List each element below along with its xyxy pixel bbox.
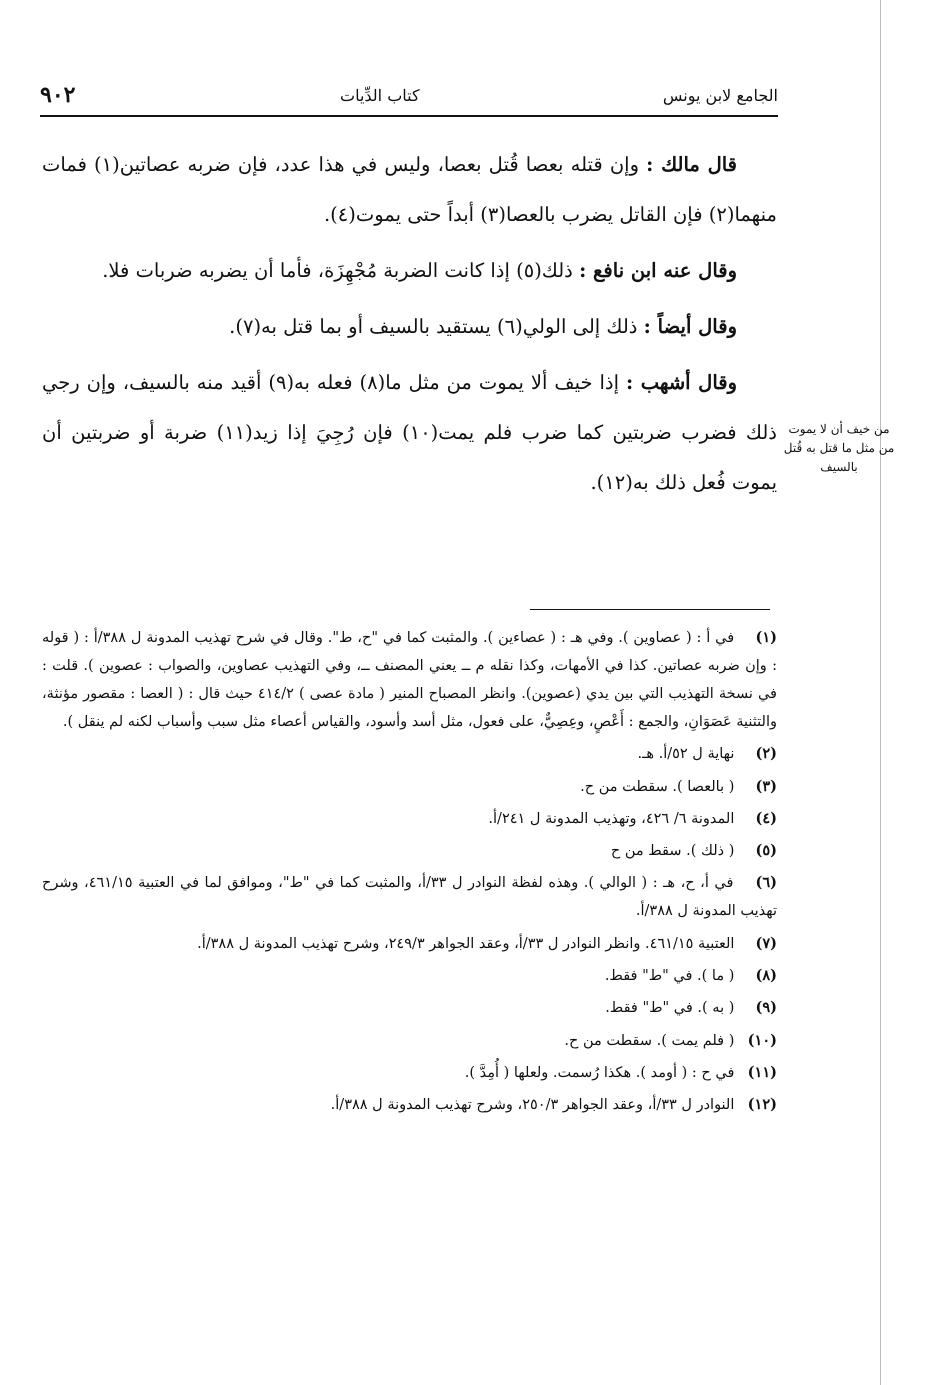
footnote-text: ( ما ). في "ط" فقط. [604,968,735,985]
paragraph-text: ذلك(٥) إذا كانت الضربة مُجْهِزَة، فأما أن يضربه ضربات فلا. [102,259,573,282]
paragraph-text: وإن قتله بعصا قُتل بعصا، وليس في هذا عدد، فإن ضربه عصاتين(١) فمات منهما(٢) فإن القاتل يضرب بالعصا(٣) أبداً حتى يموت(٤). [42,153,777,226]
footnote-text: نهاية ل ٥٢/أ. هـ. [637,746,735,763]
footnote-text: ( به ). في "ط" فقط. [605,1000,735,1017]
footnote [42,1059,777,1087]
footnote-text: في ح : ( أومد ). هكذا رُسمت. ولعلها ( أُمِدَّ ). [464,1064,735,1081]
footnote [42,994,777,1022]
speaker-lead: وقال أشهب : [625,371,737,394]
footnote-number: (٥) [755,842,777,860]
page-number: ٩٠٢ [40,82,76,108]
speaker-lead: قال مالك : [646,153,737,176]
footnote-text: المدونة ٦/ ٤٢٦، وتهذيب المدونة ل ٢٤١/أ. [488,810,735,827]
paragraph [42,358,777,508]
chapter-title: كتاب الدِّيات [340,86,420,105]
footnote-number: (٩) [755,999,777,1017]
footnote [42,624,777,736]
footnote-number: (١١) [747,1063,777,1081]
running-header [40,84,778,114]
footnote [42,837,777,865]
footnote [42,1091,777,1119]
footnote-number: (١) [755,629,777,646]
paragraph-text: ذلك إلى الولي(٦) يستقيد بالسيف أو بما قتل به(٧). [229,315,638,338]
footnote-number: (٨) [755,967,777,985]
footnote-text: ( ذلك ). سقط من ح [610,843,735,860]
main-text [42,140,777,514]
paragraph-text: إذا خيف ألا يموت من مثل ما(٨) فعله به(٩) أقيد منه بالسيف، وإن رجي ذلك فضرب ضربتين كما ضرب فلم يمت(١٠) فإن رُجِيَ إذا زيد(١١) ضربة أو ضربتين أن يموت فُعل ذلك به(١٢). [42,371,777,494]
footnote [42,930,777,958]
footnote-text: النوادر ل ٣٣/أ، وعقد الجواهر ٢٥٠/٣، وشرح تهذيب المدونة ل ٣٨٨/أ. [330,1097,735,1114]
footnote-number: (٧) [755,934,777,952]
footnote-text: ( فلم يمت ). سقطت من ح. [564,1032,735,1049]
footnote-number: (٤) [755,809,777,827]
footnote-text: في أ، ح، هـ : ( الوالي ). وهذه لفظة النوادر ل ٣٣/أ، والمثبت كما في "ط"، وموافق لما في العتبية ٤٦١/١٥، وشرح تهذيب المدونة ل ٣٨٨/أ. [42,875,777,920]
footnote-rule [530,609,770,610]
footnote-text: في أ : ( عصاوين ). وفي هـ : ( عصاءين ). والمثبت كما في "ح، ط". وقال في شرح تهذيب المدونة ل ٣٨٨/أ : ( قوله : وإن ضربه عصاتين. كذا في الأمهات، وكذا نقله م ــ يعني المصنف ــ، وفي التهذيب عصاوين، والصواب : عصوين ). قلت : في نسخة التهذيب التي بين يدي (عصوين). وانظر المصباح المنير ( مادة عصى ) ٤١٤/٢ حيث قال : ( العصا : مقصور مؤنثة، والتثنية عَصَوَانِ، والجمع : أَعْصٍ، وعِصِيٌّ، على فعول، مثل أسد وأسود، والقياس أعصاء مثل سبب وأسباب لكنه لم ينقل ). [42,630,777,730]
footnote [42,740,777,768]
footnote [42,773,777,801]
footnote [42,869,777,925]
footnote [42,805,777,833]
paragraph [42,302,777,352]
speaker-lead: وقال أيضاً : [643,315,737,338]
page-edge-line [880,0,881,1385]
header-rule [40,115,778,117]
footnote-number: (٢) [755,745,777,763]
speaker-lead: وقال عنه ابن نافع : [579,259,737,282]
footnote-number: (١٠) [747,1031,777,1049]
footnote-text: ( بالعصا ). سقطت من ح. [580,778,735,795]
paragraph [42,140,777,240]
footnote [42,1027,777,1055]
footnotes [42,624,777,1124]
footnote-number: (١٢) [747,1096,777,1114]
footnote-text: العتبية ٤٦١/١٥. وانظر النوادر ل ٣٣/أ، وعقد الجواهر ٢٤٩/٣، وشرح تهذيب المدونة ل ٣٨٨/أ. [197,935,735,952]
paragraph [42,246,777,296]
margin-note: من خيف أن لا يموت من مثل ما قتل به قُتل بالسيف [783,422,895,474]
book-title: الجامع لابن يونس [662,86,778,105]
footnote-number: (٦) [755,874,777,892]
footnote-number: (٣) [755,777,777,795]
footnote [42,962,777,990]
